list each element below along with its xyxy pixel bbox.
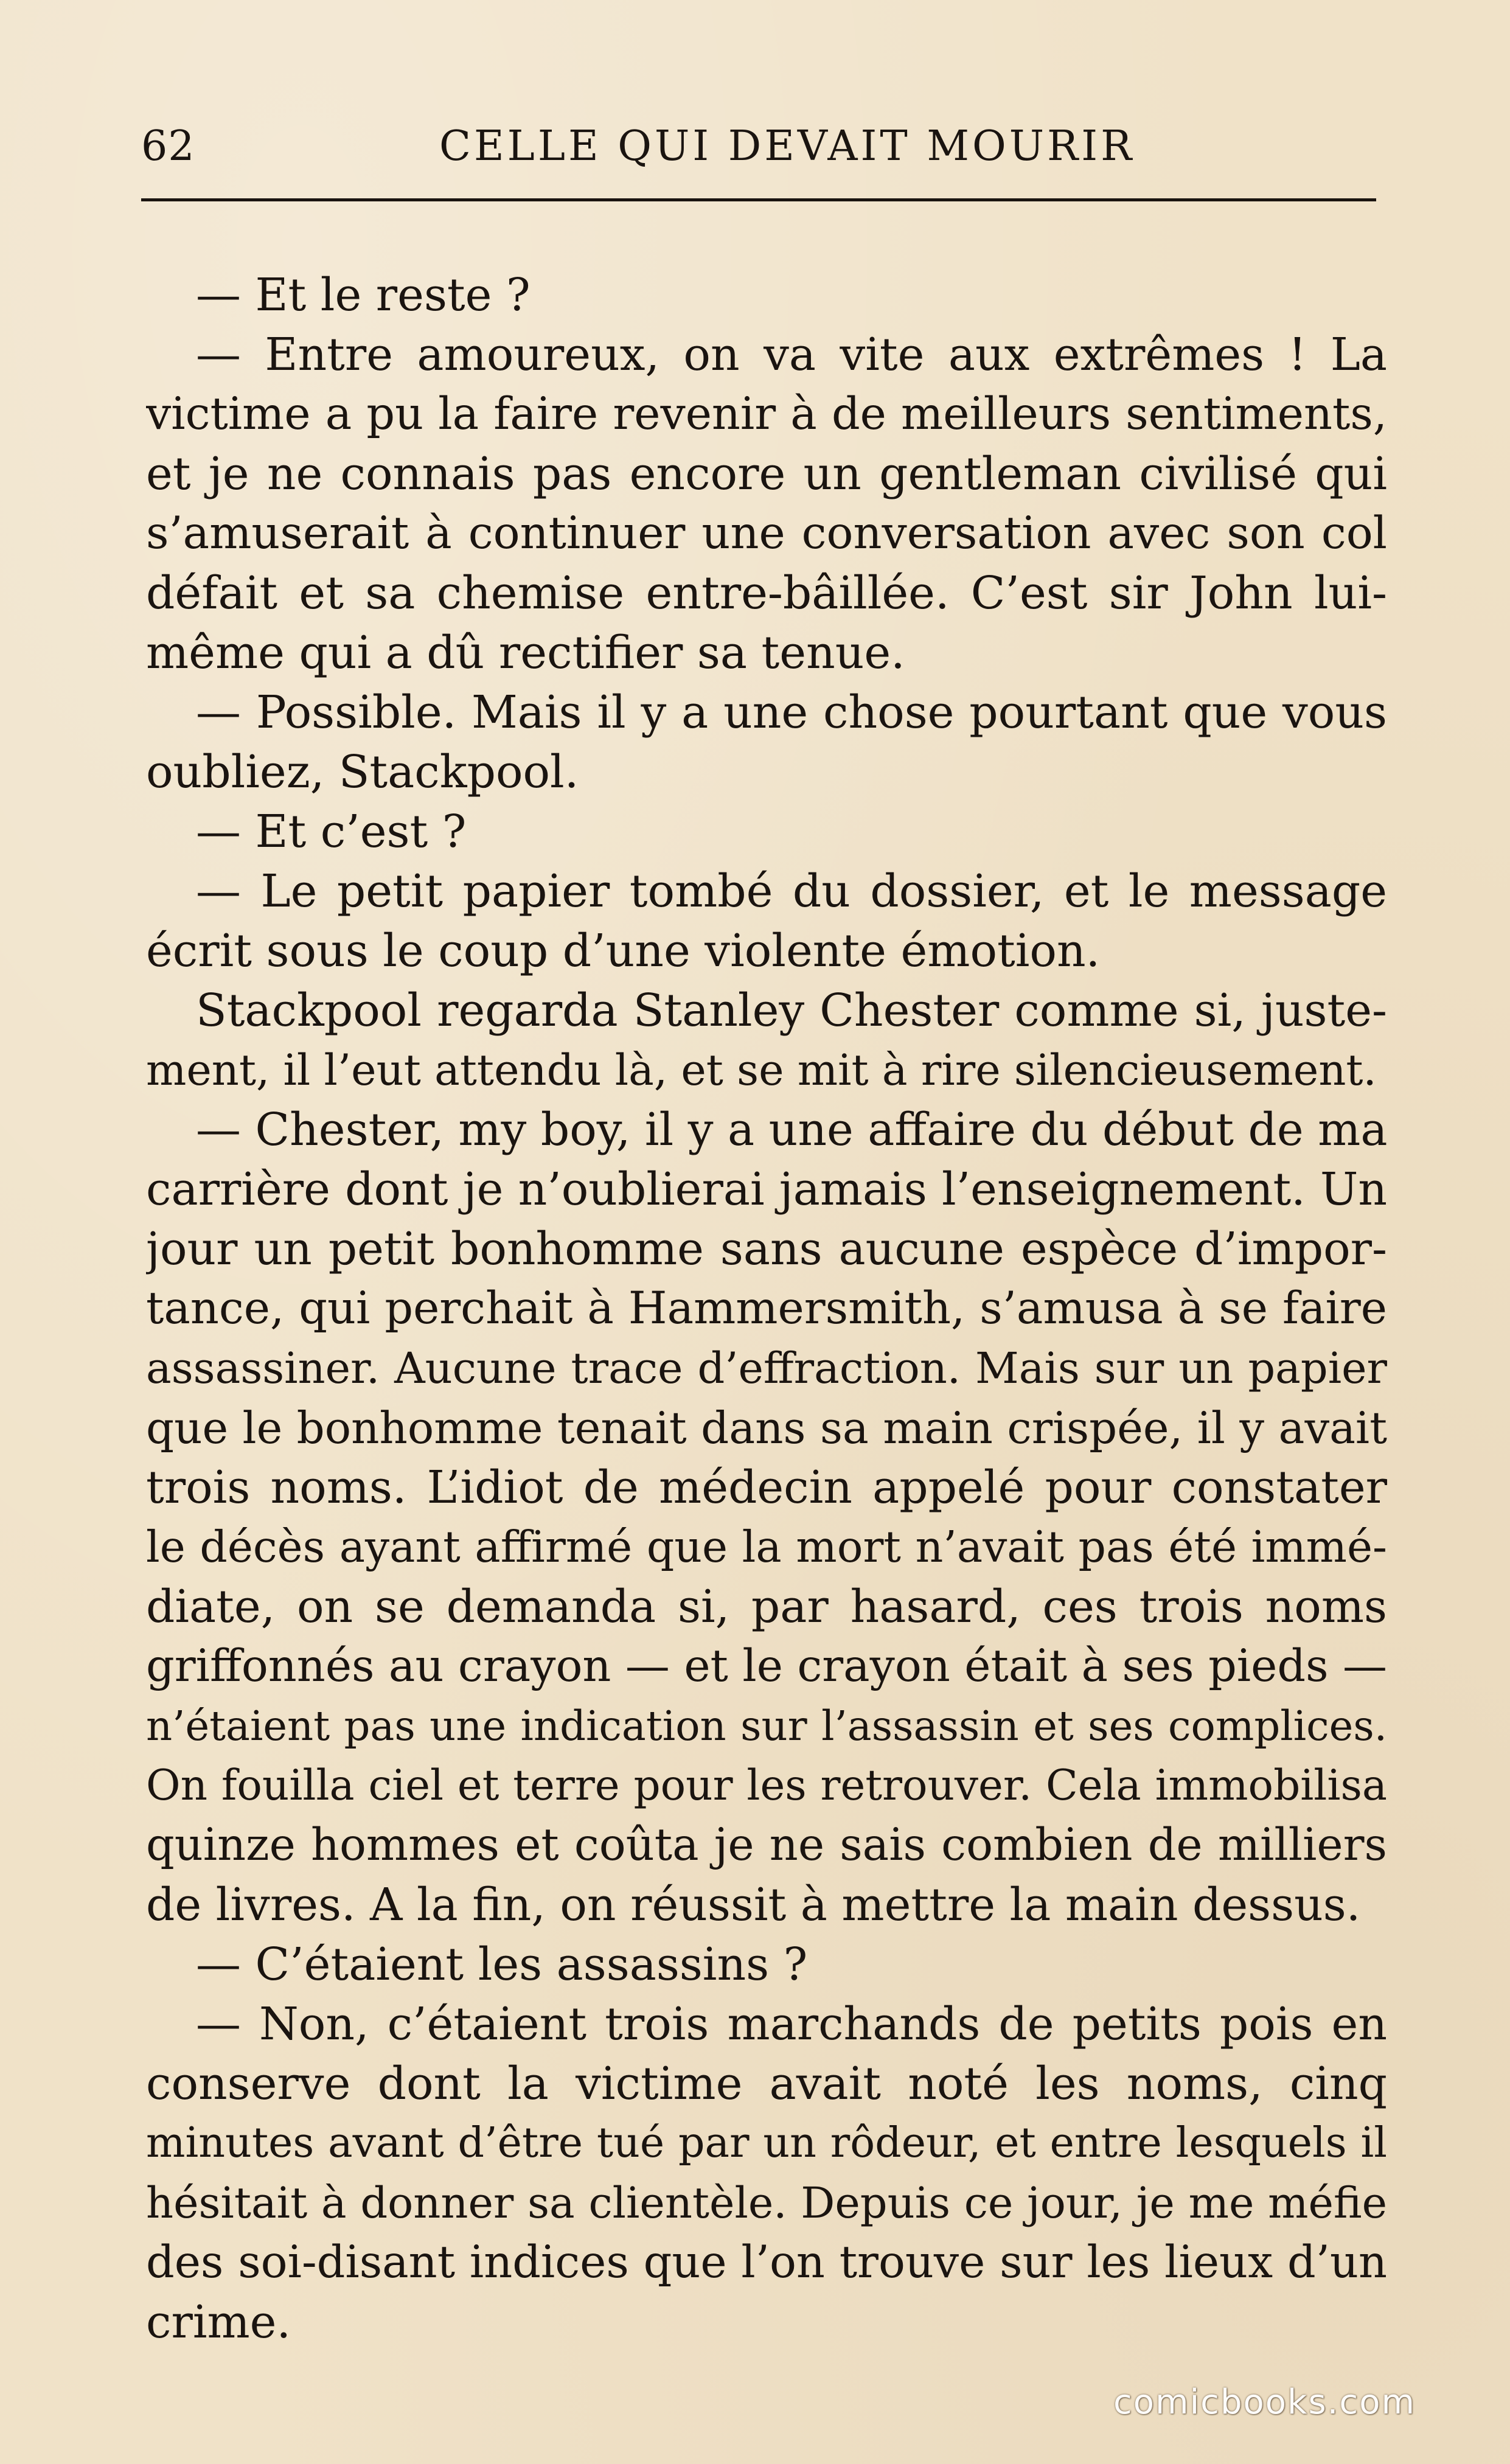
text-line: carrière dont je n’oublierai jamais l’enseignement. Un bbox=[146, 1163, 1387, 1216]
text-line: défait et sa chemise entre-bâillée. C’est sir John lui- bbox=[146, 567, 1387, 619]
text-line: ment, il l’eut attendu là, et se mit à rire silencieusement. bbox=[146, 1045, 1377, 1095]
header-rule bbox=[141, 198, 1376, 201]
text-line: griffonnés au crayon — et le crayon était à ses pieds — bbox=[146, 1640, 1387, 1692]
text-line: — Chester, my boy, il y a une affaire du début de ma bbox=[196, 1104, 1387, 1156]
text-line: conserve dont la victime avait noté les noms, cinq bbox=[146, 2058, 1387, 2110]
text-line: Stackpool regarda Stanley Chester comme si, juste- bbox=[196, 984, 1387, 1037]
text-line: jour un petit bonhomme sans aucune espèce d’impor- bbox=[146, 1223, 1387, 1275]
text-line: diate, on se demanda si, par hasard, ces trois noms bbox=[146, 1581, 1387, 1633]
running-head bbox=[141, 119, 1376, 174]
text-line: crime. bbox=[146, 2296, 291, 2348]
text-line: — Le petit papier tombé du dossier, et le message bbox=[196, 865, 1387, 917]
text-line: oubliez, Stackpool. bbox=[146, 746, 579, 798]
body-text bbox=[146, 265, 1387, 2352]
text-line: — Et c’est ? bbox=[196, 806, 467, 858]
text-line: assassiner. Aucune trace d’effraction. Mais sur un papier bbox=[146, 1343, 1387, 1393]
text-line: victime a pu la faire revenir à de meilleurs sentiments, bbox=[146, 388, 1387, 440]
text-line: le décès ayant affirmé que la mort n’avait pas été immé- bbox=[146, 1522, 1387, 1572]
text-line: — Et le reste ? bbox=[196, 269, 531, 321]
text-line: minutes avant d’être tué par un rôdeur, et entre lesquels il bbox=[146, 2119, 1387, 2167]
text-line: On fouilla ciel et terre pour les retrouver. Cela immobilisa bbox=[146, 1761, 1387, 1810]
page-number: 62 bbox=[141, 122, 195, 170]
running-title: CELLE QUI DEVAIT MOURIR bbox=[439, 122, 1135, 170]
text-line: que le bonhomme tenait dans sa main crispée, il y avait bbox=[146, 1402, 1387, 1453]
text-line: tance, qui perchait à Hammersmith, s’amusa à se faire bbox=[146, 1282, 1387, 1334]
text-line: s’amuserait à continuer une conversation avec son col bbox=[146, 507, 1387, 559]
watermark: comicbooks.com bbox=[1113, 2382, 1416, 2422]
text-line: même qui a dû rectifier sa tenue. bbox=[146, 627, 905, 679]
text-line: — C’étaient les assassins ? bbox=[196, 1938, 808, 1991]
text-line: de livres. A la fin, on réussit à mettre la main dessus. bbox=[146, 1879, 1361, 1931]
text-line: hésitait à donner sa clientèle. Depuis ce jour, je me méfie bbox=[146, 2178, 1387, 2228]
text-line: — Entre amoureux, on va vite aux extrêmes ! La bbox=[196, 329, 1387, 381]
text-line: écrit sous le coup d’une violente émotion. bbox=[146, 925, 1101, 977]
text-line: des soi-disant indices que l’on trouve sur les lieux d’un bbox=[146, 2236, 1387, 2288]
text-line: n’étaient pas une indication sur l’assassin et ses complices. bbox=[146, 1702, 1387, 1750]
text-line: trois noms. L’idiot de médecin appelé pour constater bbox=[146, 1461, 1387, 1514]
text-line: quinze hommes et coûta je ne sais combien de milliers bbox=[146, 1819, 1387, 1871]
text-line: — Non, c’étaient trois marchands de petits pois en bbox=[196, 1998, 1387, 2050]
text-line: — Possible. Mais il y a une chose pourtant que vous bbox=[196, 686, 1387, 739]
text-line: et je ne connais pas encore un gentleman civilisé qui bbox=[146, 448, 1387, 500]
